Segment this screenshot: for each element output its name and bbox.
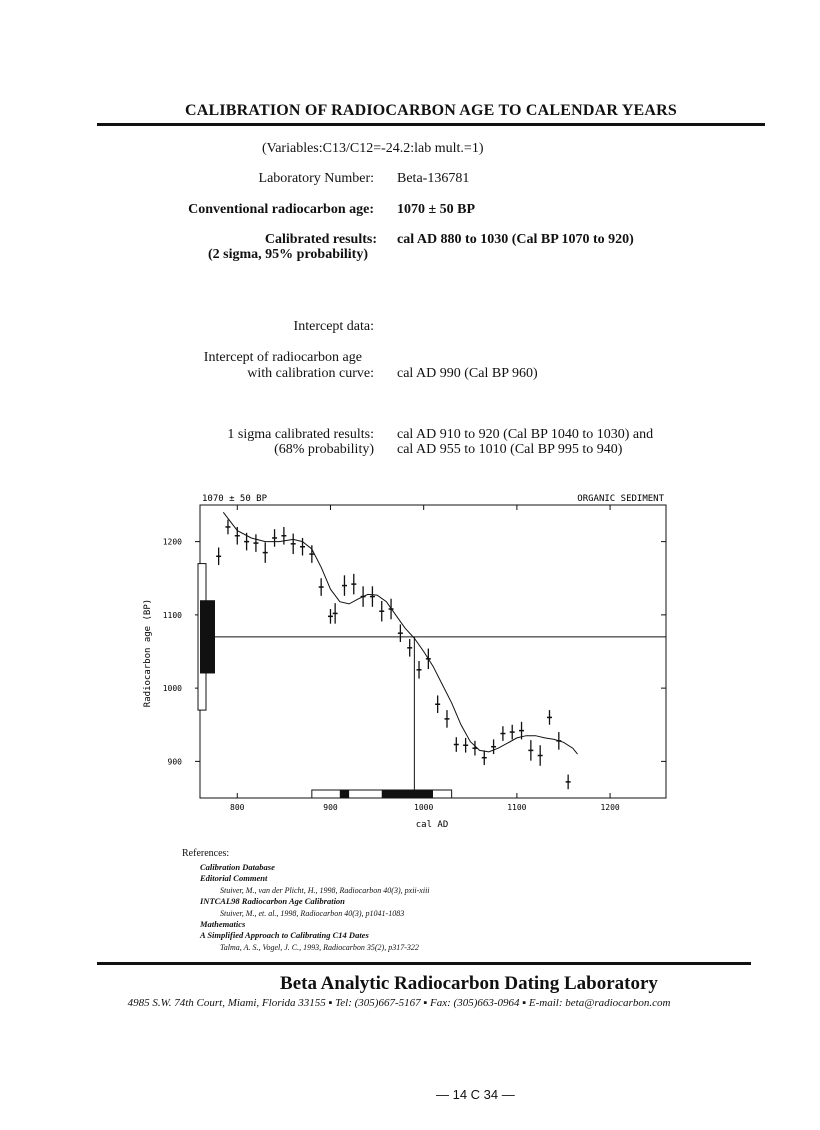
lab-name: Beta Analytic Radiocarbon Dating Laboratory xyxy=(280,973,658,994)
chart-title-left: 1070 ± 50 BP xyxy=(202,494,268,504)
variables-line: (Variables:C13/C12=-24.2:lab mult.=1) xyxy=(262,141,484,156)
conv-age-label: Conventional radiocarbon age: xyxy=(188,202,374,217)
calibrated-value: cal AD 880 to 1030 (Cal BP 1070 to 920) xyxy=(397,232,634,247)
ref-heading: Editorial Comment xyxy=(200,873,268,884)
ref-citation: Talma, A. S., Vogel, J. C., 1993, Radiocarbon 35(2), p317-322 xyxy=(220,942,419,952)
one-sigma-sub: (68% probability) xyxy=(274,442,374,457)
x-tick-label: 1200 xyxy=(600,803,620,812)
plot-frame xyxy=(200,505,666,798)
y-tick-label: 1200 xyxy=(162,537,182,547)
chart-title-right: ORGANIC SEDIMENT xyxy=(577,494,664,504)
plot-layer xyxy=(163,505,666,812)
one-sigma-label: 1 sigma calibrated results: xyxy=(227,427,374,442)
ref-citation: Stuiver, M., van der Plicht, H., 1998, Radiocarbon 40(3), pxii-xiii xyxy=(220,885,430,895)
x-tick-label: 800 xyxy=(230,803,245,812)
x-tick-label: 900 xyxy=(323,803,338,812)
references-list xyxy=(200,862,430,953)
one-sigma-cal-box xyxy=(340,790,349,798)
calibrated-label: Calibrated results: xyxy=(264,232,377,247)
intercept-label-2: with calibration curve: xyxy=(247,366,374,381)
calibrated-sub: (2 sigma, 95% probability) xyxy=(208,247,368,262)
intercept-value: cal AD 990 (Cal BP 960) xyxy=(397,366,538,381)
ref-citation: Stuiver, M., et. al., 1998, Radiocarbon 40(3), p1041-1083 xyxy=(220,908,405,918)
ref-heading: A Simplified Approach to Calibrating C14 Dates xyxy=(200,930,369,941)
title-rule xyxy=(97,123,765,126)
intercept-label-1: Intercept of radiocarbon age xyxy=(203,350,362,365)
y-tick-label: 1100 xyxy=(162,610,182,620)
page-title: CALIBRATION OF RADIOCARBON AGE TO CALENDAR YEARS xyxy=(184,102,678,119)
one-sigma-value-2: cal AD 955 to 1010 (Cal BP 995 to 940) xyxy=(397,442,623,457)
y-axis-label: Radiocarbon age (BP) xyxy=(143,598,153,708)
calibration-chart xyxy=(0,485,820,835)
y-tick-label: 1000 xyxy=(162,684,182,694)
references-heading: References: xyxy=(182,848,230,859)
ref-heading: Mathematics xyxy=(200,919,246,930)
x-tick-label: 1100 xyxy=(507,803,527,812)
y-tick-label: 900 xyxy=(167,757,182,767)
lab-number-value: Beta-136781 xyxy=(397,171,470,186)
ref-heading: INTCAL98 Radiocarbon Age Calibration xyxy=(200,896,345,907)
x-tick-label: 1000 xyxy=(414,803,434,812)
one-sigma-cal-box xyxy=(382,790,433,798)
x-axis-label: cal AD xyxy=(415,820,449,830)
one-sigma-value-1: cal AD 910 to 920 (Cal BP 1040 to 1030) and xyxy=(397,427,654,442)
page-number: — 14 C 34 — xyxy=(436,1087,515,1102)
intercept-data-label: Intercept data: xyxy=(293,319,374,334)
lab-number-label: Laboratory Number: xyxy=(258,171,374,186)
footer-rule xyxy=(97,962,751,965)
ref-heading: Calibration Database xyxy=(200,862,275,872)
conv-age-value: 1070 ± 50 BP xyxy=(397,202,476,217)
lab-address: 4985 S.W. 74th Court, Miami, Florida 33155 ▪ Tel: (305)667-5167 ▪ Fax: (305)663-0964 ▪ E-mail: beta@radiocarbon.com xyxy=(127,997,671,1009)
